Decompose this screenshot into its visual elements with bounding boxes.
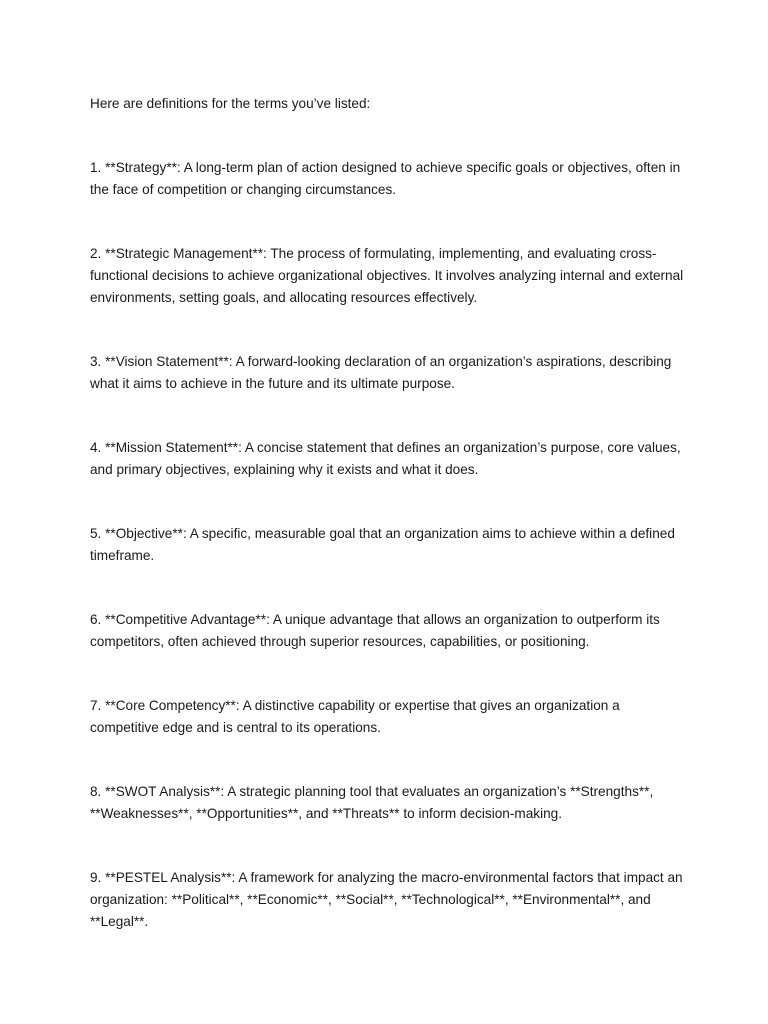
definition-swot-analysis: 8. **SWOT Analysis**: A strategic planning tool that evaluates an organization’s **Strengths**, **Weaknesses**, **Opportunities**, and **Threats** to inform decision-making.: [90, 784, 654, 821]
document-page: [90, 93, 690, 933]
definition-objective: 5. **Objective**: A specific, measurable goal that an organization aims to achieve within a defined timeframe.: [90, 526, 675, 563]
definition-mission-statement: 4. **Mission Statement**: A concise statement that defines an organization’s purpose, core values, and primary objectives, explaining why it exists and what it does.: [90, 440, 681, 477]
definition-core-competency: 7. **Core Competency**: A distinctive capability or expertise that gives an organization a competitive edge and is central to its operations.: [90, 698, 620, 735]
intro-text: Here are definitions for the terms you’ve listed:: [90, 96, 371, 111]
definition-strategic-management: 2. **Strategic Management**: The process of formulating, implementing, and evaluating cross-functional decisions to achieve organizational objectives. It involves analyzing internal and external environments, setting goals, and allocating resources effectively.: [90, 246, 684, 305]
definition-strategy: 1. **Strategy**: A long-term plan of action designed to achieve specific goals or objectives, often in the face of competition or changing circumstances.: [90, 160, 681, 197]
definition-vision-statement: 3. **Vision Statement**: A forward-looking declaration of an organization’s aspirations, describing what it aims to achieve in the future and its ultimate purpose.: [90, 354, 672, 391]
definition-competitive-advantage: 6. **Competitive Advantage**: A unique advantage that allows an organization to outperform its competitors, often achieved through superior resources, capabilities, or positioning.: [90, 612, 660, 649]
definition-pestel-analysis: 9. **PESTEL Analysis**: A framework for analyzing the macro-environmental factors that impact an organization: **Political**, **Economic**, **Social**, **Technological**, **Environmental**, and **Legal**.: [90, 870, 683, 929]
